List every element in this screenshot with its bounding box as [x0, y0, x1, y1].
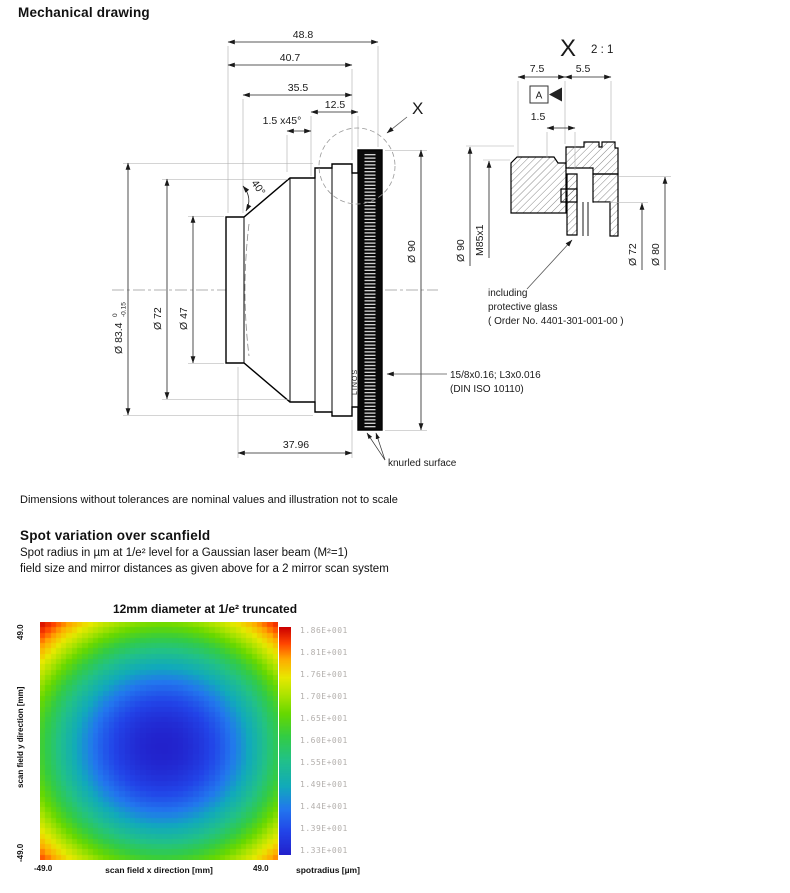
x-tick-right: 49.0 — [253, 864, 269, 873]
surface-spec-line1: 15/8x0.16; L3x0.016 — [450, 370, 541, 381]
dia-90-label: Ø 90 — [406, 240, 418, 263]
x-tick-left: -49.0 — [34, 864, 53, 873]
detail-dia-80-label: Ø 80 — [650, 243, 662, 266]
detail-dim-7-5: 7.5 — [529, 63, 545, 75]
page-title: Mechanical drawing — [18, 5, 150, 20]
detail-dia-72-label: Ø 72 — [627, 243, 639, 266]
spot-section-line1: Spot radius in µm at 1/e² level for a Gaussian laser beam (M²=1) — [20, 547, 348, 559]
colorbar-tick-label: 1.86E+001 — [300, 626, 348, 635]
knurl-label: knurled surface — [388, 458, 457, 469]
colorbar-tick-label: 1.39E+001 — [300, 824, 348, 833]
knurl-leader-2 — [376, 433, 385, 460]
spot-section-line2: field size and mirror distances as given above for a 2 mirror scan system — [20, 563, 389, 575]
surface-spec-line2: (DIN ISO 10110) — [450, 384, 524, 395]
knurl-leader-1 — [367, 433, 385, 460]
heatmap-title: 12mm diameter at 1/e² truncated — [112, 602, 298, 616]
y-tick-bottom: -49.0 — [16, 843, 25, 862]
colorbar-tick-label: 1.44E+001 — [300, 802, 348, 811]
dia-83-4-tol-upper: 0 — [112, 313, 119, 317]
colorbar-tick-label: 1.65E+001 — [300, 714, 348, 723]
spot-heatmap-figure — [0, 600, 790, 893]
dim-37-96: 37.96 — [282, 439, 310, 451]
colorbar-tick-label: 1.33E+001 — [300, 846, 348, 855]
datum-triangle — [549, 88, 562, 102]
detail-dim-1-5: 1.5 — [530, 111, 546, 123]
glass-clamp-section — [561, 189, 577, 202]
dia-83-4-label — [112, 302, 128, 354]
dim-40-7: 40.7 — [279, 52, 301, 64]
colorbar-tick-list — [300, 627, 348, 855]
glass-note-line1: including — [488, 288, 528, 299]
detail-marker: X — [412, 99, 424, 118]
colorbar-tick-label: 1.81E+001 — [300, 648, 348, 657]
y-tick-top: 49.0 — [16, 624, 25, 640]
glass-note-leader — [527, 240, 572, 289]
detail-thread-label: M85x1 — [474, 224, 486, 256]
brand-text: LINOS — [352, 368, 359, 395]
datum-letter: A — [535, 90, 543, 102]
spot-section-title: Spot variation over scanfield — [20, 528, 211, 543]
detail-dia-90-label: Ø 90 — [455, 239, 467, 262]
colorbar-tick-label: 1.60E+001 — [300, 736, 348, 745]
glass-note-line2: protective glass — [488, 302, 558, 313]
colorbar-tick-label: 1.76E+001 — [300, 670, 348, 679]
detail-callout-arrow — [387, 117, 407, 133]
dia-72-label: Ø 72 — [152, 307, 164, 330]
dim-angle: 40° — [248, 177, 268, 198]
colorbar-label: spotradius [µm] — [296, 865, 360, 875]
detail-view — [455, 35, 671, 327]
dim-35-5: 35.5 — [287, 82, 309, 94]
detail-cross-section — [511, 142, 618, 236]
heatmap-canvas — [40, 622, 278, 860]
ring-cap-section — [566, 142, 618, 174]
dia-83-4-tol-lower: -0.15 — [120, 302, 128, 317]
dia-83-4-text: Ø 83.4 — [113, 322, 125, 354]
glass-note-line3: ( Order No. 4401-301-001-00 ) — [488, 316, 624, 327]
barrel-section — [593, 174, 618, 236]
knurl-pattern — [365, 152, 376, 428]
flange-section — [511, 157, 566, 213]
colorbar-tick-label: 1.55E+001 — [300, 758, 348, 767]
y-axis-label: scan field y direction [mm] — [16, 686, 25, 788]
dia-47-label: Ø 47 — [178, 307, 190, 330]
tolerance-note: Dimensions without tolerances are nominal values and illustration not to scale — [20, 494, 398, 506]
protective-glass-section — [567, 174, 577, 235]
detail-title-scale: 2 : 1 — [591, 44, 614, 56]
dim-12-5: 12.5 — [324, 99, 346, 111]
colorbar-tick-label: 1.70E+001 — [300, 692, 348, 701]
dim-chamfer: 1.5 x45° — [262, 115, 302, 127]
colorbar — [279, 627, 291, 855]
detail-title-x: X — [560, 35, 577, 62]
dim-48-8: 48.8 — [292, 29, 314, 41]
detail-dim-5-5: 5.5 — [575, 63, 591, 75]
x-axis-label: scan field x direction [mm] — [105, 865, 213, 875]
colorbar-tick-label: 1.49E+001 — [300, 780, 348, 789]
detail-feature-lines — [583, 202, 588, 236]
